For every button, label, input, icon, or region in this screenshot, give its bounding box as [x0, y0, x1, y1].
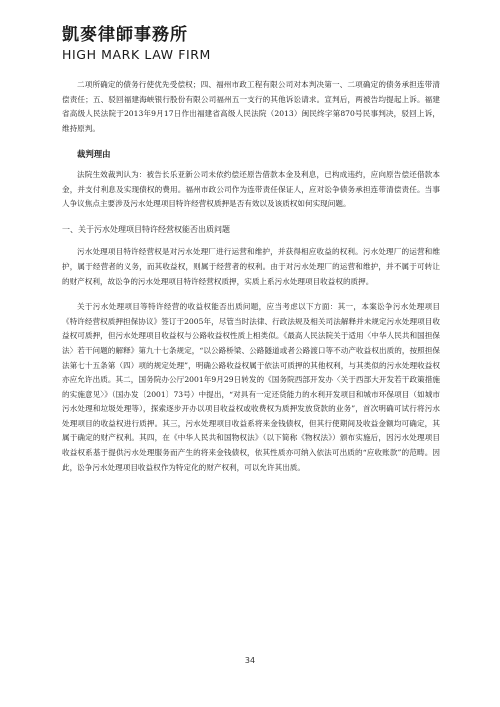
logo-english-name: HIGH MARK LAW FIRM — [62, 47, 211, 62]
paragraph-2: 关于污水处理项目等特许经营的收益权能否出质问题，应当考虑以下方面：其一，本案讼争污水处理项目《特许经营权质押担保协议》签订于2005年，尽管当时法律、行政法规及相关司法解释并未规定污水处理项目收益权可质押，但污水处理项目收益权与公路收益权性质上相类似。《最高人民法院关于适用〈中华人民共和国担保法〉若干问题的解释》第九十七条规定，“以公路桥梁、公路隧道或者公路渡口等不动产收益权出质的，按照担保法第七十五条第（四）项的规定处理”，明确公路收益权属于依法可质押的其他权利，与其类似的污水处理收益权亦应允许出质。其二，国务院办公厅2001年9月29日转发的《国务院西部开发办〈关于西部大开发若干政策措施的实施意见〉》（国办发〔2001〕73号）中提出，“对具有一定还贷能力的水利开发项目和城市环保项目（如城市污水处理和垃圾处理等），探索逐步开办以项目收益权或收费权为质押发放贷款的业务”，首次明确可试行将污水处理项目的收益权进行质押。其三，污水处理项目收益系将来金钱债权，但其行使期间及收益金额均可确定，其属于确定的财产权利。其四，在《中华人民共和国物权法》（以下简称《物权法》）颁布实施后，因污水处理项目收益权系基于提供污水处理服务而产生的将来金钱债权，依其性质亦可纳入依法可出质的“应收账款”的范畴。因此，讼争污水处理项目收益权作为特定化的财产权利，可以允许其出质。 — [62, 302, 440, 472]
subsection-title: 一、关于污水处理项目特许经营权能否出质问题 — [62, 224, 230, 234]
document-body — [62, 78, 440, 475]
paragraph-1: 污水处理项目特许经营权是对污水处理厂进行运营和维护，并获得相应收益的权利。污水处理厂的运营和维护，属于经营者的义务，而其收益权，则属于经营者的权利。由于对污水处理厂的运营和维护，并不属于可转让的财产权利，故讼争的污水处理项目特许经营权质押，实质上系污水处理项目收益权的质押。 — [62, 247, 440, 286]
section-title: 裁判理由 — [77, 149, 111, 160]
logo-chinese-name: 凱麥律師事務所 — [62, 25, 188, 45]
reason-paragraph: 法院生效裁判认为：被告长乐亚新公司未依约偿还原告借款本金及利息，已构成违约，应向原告偿还借款本金，并支付利息及实现债权的费用。福州市政公司作为连带责任保证人，应对讼争债务承担连带清偿责任。当事人争议焦点主要涉及污水处理项目特许经营权质押是否有效以及该质权如何实现问题。 — [62, 169, 440, 209]
page-number: 34 — [244, 656, 256, 665]
firm-logo — [62, 20, 262, 62]
intro-paragraph: 二项所确定的债务行使优先受偿权；四、福州市政工程有限公司对本判决第一、二项确定的债务承担连带清偿责任；五、驳回福建海峡银行股份有限公司福州五一支行的其他诉讼请求。宣判后，两被告均提起上诉。福建省高级人民法院于2013年9月17日作出福建省高级人民法院（2013）闽民终字第870号民事判决，驳回上诉，维持原判。 — [62, 80, 440, 133]
